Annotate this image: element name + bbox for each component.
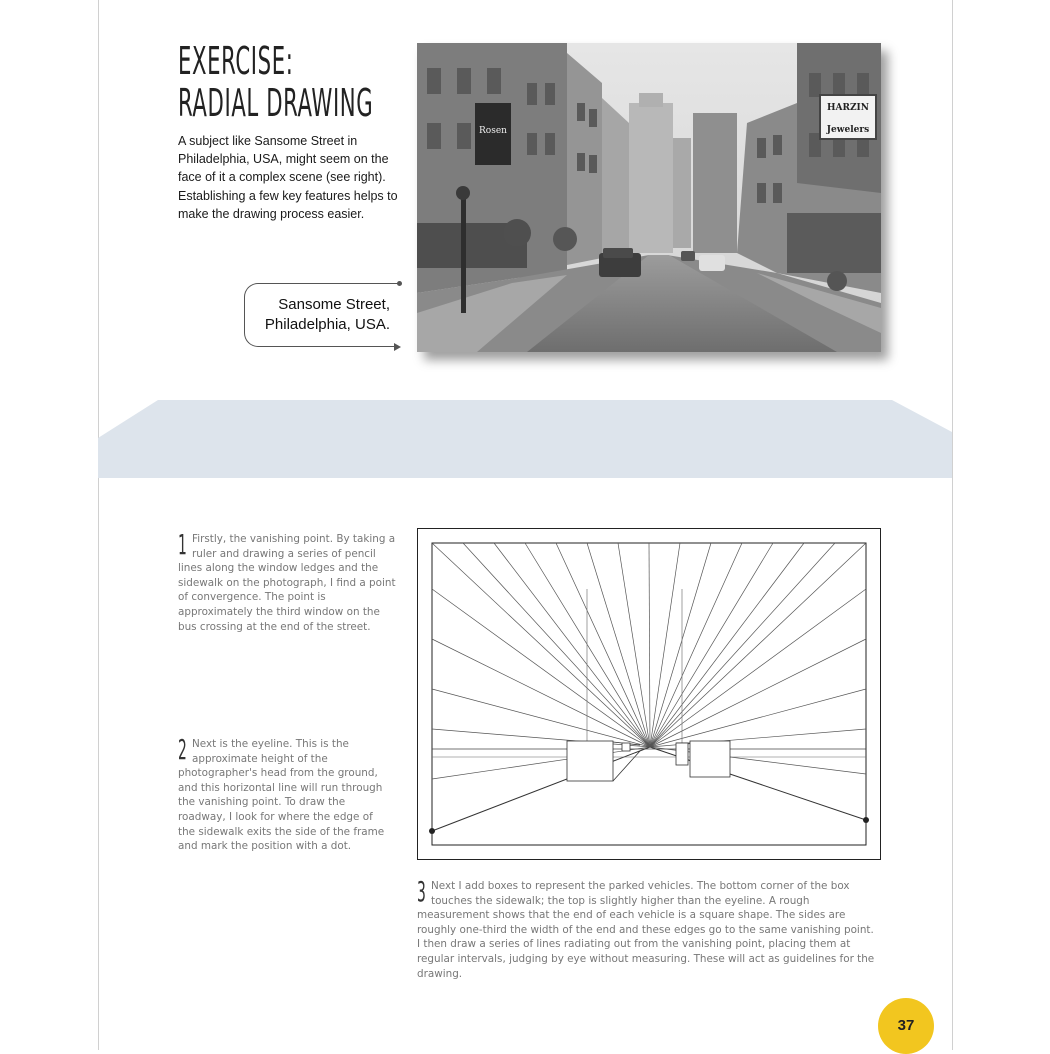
radial-line	[432, 589, 650, 747]
rosen-sign-text: Rosen	[479, 126, 507, 136]
radial-line	[432, 543, 650, 747]
sidewalk-exit-dot	[429, 828, 435, 834]
step-1-number: 1	[178, 528, 187, 561]
vehicle-side-edge	[613, 751, 640, 781]
title-line-1: EXERCISE:	[178, 39, 294, 83]
radial-line	[463, 543, 650, 747]
caption-line-1: Sansome Street,	[278, 296, 390, 313]
photo-caption	[265, 295, 390, 335]
perspective-drawing	[417, 528, 881, 860]
radial-line	[650, 589, 866, 747]
step-3-number: 3	[417, 875, 426, 908]
page-left-edge	[98, 0, 99, 1050]
radial-line	[650, 543, 866, 747]
step-3-text: Next I add boxes to represent the parked vehicles. The bottom corner of the box touches the sidewalk; the top is slightly higher than the eyeline. A rough measurement shows that the end of each vehicle is a square shape. The sides are roughly one-third the width of the end and these edges go to the same vanishing point. I then draw a series of lines radiating out from the vanishing point, placing them at regular intervals, judging by eye without measuring. These will act as guidelines for the drawing.	[417, 880, 875, 980]
step-1	[178, 528, 400, 634]
radial-line	[556, 543, 650, 747]
radial-line	[650, 543, 804, 747]
step-3	[417, 875, 879, 981]
street-photo	[417, 43, 881, 352]
intro-paragraph: A subject like Sansome Street in Philadelphia, USA, might seem on the face of it a complex scene (see right). Establishing a few key features helps to make the drawing process easier.	[178, 134, 398, 221]
radial-line	[494, 543, 650, 747]
title-line-2: RADIAL DRAWING	[178, 81, 374, 125]
photo-caption-callout	[244, 283, 398, 347]
step-2	[178, 733, 390, 854]
step-2-text: Next is the eyeline. This is the approximate height of the photographer's head from the ground, and this horizontal line will run through the vanishing point. To draw the roadway, I look for where the edge of the sidewalk exits the side of the frame and mark the position with a dot.	[178, 738, 385, 853]
harzin-sign-text: HARZIN	[827, 103, 869, 113]
street-photo-illustration	[417, 43, 881, 352]
vehicle-box-right-near	[676, 743, 688, 765]
sidewalk-edge-line	[432, 747, 650, 831]
jewelers-sign-text: Jewelers	[826, 125, 870, 135]
vehicle-box-left	[567, 741, 613, 781]
step-2-number: 2	[178, 733, 187, 766]
callout-arrow-icon	[394, 343, 401, 351]
page-number-badge: 37	[878, 998, 934, 1054]
exercise-title	[178, 40, 373, 124]
radial-line	[650, 543, 742, 747]
callout-dot	[397, 281, 402, 286]
radial-line	[618, 543, 650, 747]
caption-line-2: Philadelphia, USA.	[264, 316, 390, 333]
sidewalk-exit-dot	[863, 817, 869, 823]
radial-line	[649, 543, 650, 747]
radial-lines-diagram	[418, 529, 880, 859]
vehicle-box-right	[690, 741, 730, 777]
section-divider-band	[98, 400, 952, 478]
radial-line	[587, 543, 650, 747]
radial-line	[650, 543, 680, 747]
radial-line	[432, 747, 650, 779]
radial-line	[650, 543, 835, 747]
radial-line	[650, 543, 711, 747]
page-right-edge	[952, 0, 953, 1050]
vehicle-box-small	[622, 743, 630, 751]
step-1-text: Firstly, the vanishing point. By taking a ruler and drawing a series of pencil lines along the window ledges and the sidewalk on the photograph, I find a point of convergence. The point is approximately the third window on the bus crossing at the end of the street.	[178, 533, 396, 633]
